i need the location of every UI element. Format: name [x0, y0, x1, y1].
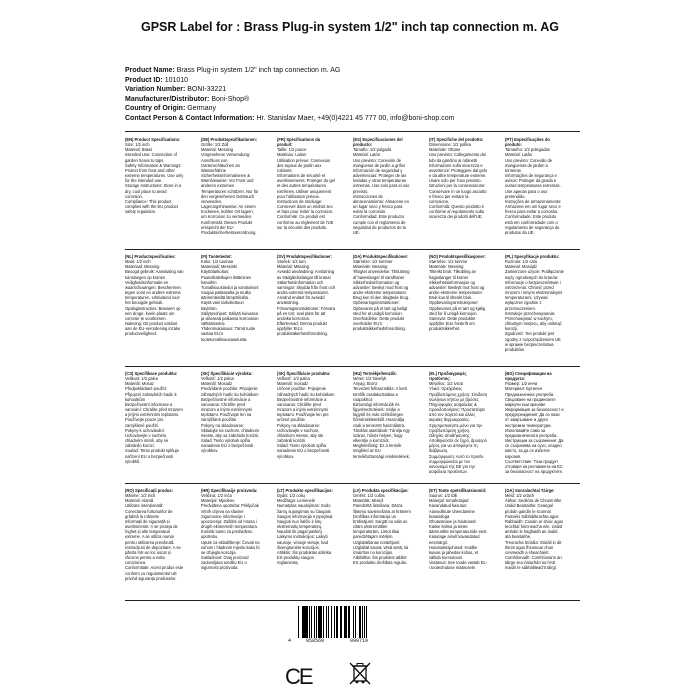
- spec-grid: [125, 133, 580, 600]
- spec-body: Μέγεθος: 1/2 ίντσα Υλικό: Ορείχαλκος Προβλεπόμενη χρήση: Σύνδεση σωλήνων κήπου με βρύσες Πληροφορίες ασφαλείας & προειδοποιήσεις: Προστατέψτε από τον παγετό και άλλες ακραίες θερμοκρασίες. Χρησιμοποιήστε μόνο για την προβλεπόμενη χρήση. Οδηγίες αποθήκευσης: Αποθηκεύστε σε ξηρό, δροσερό μέρος για να αποφύγετε τη διάβρωση. Συμμόρφωση: Αυτό το προϊόν συμμορφώνεται με τον κανονισμό της ΕΕ για την ασφάλεια προϊόντων.: [429, 381, 488, 474]
- spec-heading: (FI) Tuotetiedot:: [201, 254, 232, 259]
- spec-band: [125, 367, 580, 484]
- spec-block: [505, 254, 564, 364]
- product-id-row: Product ID: 101010: [125, 76, 189, 84]
- divider: [125, 600, 580, 601]
- spec-body: Size: 1/2 inch Material: Brass Intended Use: Connection of garden hoses to taps Safety Information & Warnings: Protect from frost and other extreme temperatures. Use only for the intended use. Storage Instructions: Store in a dry, cool place to avoid corrosion. Compliance: This product complies with the EU product safety regulation.: [125, 142, 184, 215]
- spec-body: Storlek: 1/2 tum Material: Mässing Avsedd användning: Anslutning av trädgårdsslangar till kranar Säkerhetsinformation och varningar: Skydda från frost och andra extrema temperaturer. Använd endast för avsedd användning. Förvaringsinstruktioner: Förvara på en torr, sval plats för att undvika korrosion. Efterlevnad: Denna produkt uppfyller EU:s produktsäkerhetsförordning.: [277, 259, 336, 337]
- barcode-bars: [298, 606, 396, 638]
- spec-block: [353, 254, 412, 364]
- spec-block: [277, 371, 336, 481]
- spec-band: [125, 250, 580, 367]
- spec-block: [125, 371, 184, 481]
- ce-mark: CE: [285, 664, 312, 689]
- spec-block: [125, 488, 184, 598]
- spec-heading: (EN) Product Specifications:: [125, 137, 181, 142]
- spec-block: [429, 254, 488, 364]
- spec-body: Veľkosť: 1/2 palca Materiál: Mosadz Predvídané použitie: Pripojenie záhradných hadíc ku kohútikom Bezpečnostné informácie a varovania: Chráňte pred mrazom a inými extrémnymi teplotami. Používajte len na zamýšľané použitie. Pokyny na skladovanie: Skladujte na suchom, chladnom mieste, aby sa zabránilo korózii. Súlad: Tento výrobok spĺňa nariadenie EÚ o bezpečnosti výrobkov.: [201, 376, 260, 454]
- spec-heading: (HU) Termékjellemzők:: [353, 371, 397, 376]
- barcode-bar: [366, 606, 367, 638]
- spec-heading: (CS) Specifikace produktu:: [125, 371, 178, 376]
- spec-block: [125, 137, 184, 247]
- spec-block: [505, 488, 564, 598]
- spec-block: [353, 488, 412, 598]
- spec-body: Méret: 1/2 hüvelyk Anyag: Bronz Tervezett felhasználás: A kerti tömlők csatlakoztatása a csapokhoz Biztonsági információk és figyelmeztetések: Védje a fagytól és más szélsőséges hőmérsékletektől. Használja csak a tervezett használatra. Tárolási utasítások: Tárolja egy száraz, hűvös helyen, hogy elkerülje a korróziót. Megfelelőség: Ez a termék megfelel az EU termékbiztonsági rendeletének.: [353, 376, 410, 459]
- spec-body: Dydis: 1/2 colių Medžiaga: Lemenelė Numatytas naudojimas: Sodo žarnų sujungimas su čiaupais Saugos informacija ir įspėjimai: Saugoti nuo šalčio ir kitų ekstremalių temperatūrų. Naudoti tik pagal paskirtį. Laikymo instrukcijos: Laikyti sausoje, vėsioje vietoje, kad išvengtumėte korozijos. Atitiktis: Šis produktas atitinka ES produktų saugos reglamentą.: [277, 493, 334, 566]
- spec-block: [429, 371, 488, 481]
- country-of-origin-row: Country of Origin: Germany: [125, 105, 217, 113]
- spec-heading: (SK) Špecifikácie výrobku:: [201, 371, 253, 376]
- spec-heading: (ET) Toote spetsifikatsioonid:: [429, 488, 487, 493]
- spec-body: Taille: 1/2 pouce Matériau: Laiton Utilisation prévue: Connexion des tuyaux de jardin aux robinets Informations de sécurité et avertissements: Protéger du gel et des autres températures extrêmes. Utiliser uniquement pour l'utilisation prévue. Instructions de stockage: Conserver dans un endroit sec et frais pour éviter la corrosion. Conformité: Ce produit est conforme au règlement de l'UE sur la sécurité des produits.: [277, 147, 335, 230]
- spec-heading: (PL) Specyfikacje produktu:: [505, 254, 560, 259]
- spec-heading: (EL) Προδιαγραφές προϊόντος:: [429, 371, 467, 382]
- spec-block: [201, 371, 260, 481]
- ean-barcode: [288, 606, 402, 648]
- spec-body: Veľkosť: 1/2 palca Materiál: mosadz Určené použitie: Pripojenie záhradných hadíc ku kohútikom Bezpečnostné informácie a varovania: Chráňte pred mrazom a inými extrémnymi teplotami. Používajte len pre určené použitie. Pokyny na skladovanie: Uchovávajte v suchom, chladnom mieste, aby ste zabránili korózii. Súlad: Tento výrobok spĺňa nariadenie EÚ o bezpečnosti výrobkov.: [277, 376, 335, 459]
- spec-body: Размер: 1/2 инча Материал: Бутилен Предназначена употреба: Свързване на градинските маркучи към кранове Информация за безопасност и предупреждения: Да се пази от замръзване и други екстремни температури. Използвайте само за предназначената употреба. Инструкции за съхранение: Да се съхранява на сухо, хладно място, за да се избегне корозия. Съответствие: Този продукт отговаря на регламента на ЕС за безопасност на продуктите.: [505, 381, 564, 474]
- spec-block: [277, 254, 336, 364]
- contact-row: Contact Person & Contact Information: Hr. Stanislav Maer, +49(0)4221 45 777 00, info@boni-shop.com: [125, 114, 455, 122]
- spec-block: [429, 488, 488, 598]
- spec-body: Suurus: 1/2 tolli Materjal: mmahutajad Kavandatud kasutus: Aiavoolikute ühendamine kraanidega Ohutusteave ja hoiatused: Kaitse külma ja teiste äärmuslike temperatuuride eest. Kasutage ainult kavandatud eesmärgil. Hoiustamisjuhised: Hoidke kuivas ja jahedas kohas, et vältida korrosiooni. Vastavus: See toode vastab EL-i tooteohutuse määrusele.: [429, 493, 488, 571]
- barcode-right-digits: 099719: [350, 638, 369, 644]
- spec-heading: (RO) Specificații produs:: [125, 488, 173, 493]
- spec-band: [125, 133, 580, 250]
- spec-body: Velikost: 1/2 palce Materiál: Mosaz Předpokládané použití: Připojení zahradních hadic k kohoutkům Bezpečnostní informace a varování: Chraňte před mrazem a jinými extrémními teplotami. Používejte pouze pro zamýšlené použití. Pokyny k uchovávání: Uchovávejte v suchém, chladném místě, aby se zabránilo korozi. Soulad: Tento produkt splňuje nařízení EU o bezpečnosti výrobků.: [125, 376, 183, 464]
- spec-heading: (ES) Especificaciones del producto:: [353, 137, 403, 148]
- product-name-row: Product Name: Brass Plug-in system 1/2" inch tap connection m. AG: [125, 67, 341, 74]
- spec-block: [353, 137, 412, 247]
- page-title: GPSR Label for : Brass Plug-in system 1/2" inch tap connection m. AG: [140, 20, 560, 34]
- spec-body: Größe: 1/2 Zoll Material: Messing Vorgesehene Verwendung: Anschluss von Gartenschläuchen an Wasserhähne Sicherheitsinformationen & Warnhinweise: Vor Frost und anderen extremen Temperaturen schützen. Nur für den vorgesehenen Gebrauch verwenden. Lagerungshinweise: An einem trockenen, kühlen Ort lagern, um Korrosion zu vermeiden. Konformität: Dieses Produkt entspricht der EU-Produktsicherheitsverordnung.: [201, 142, 259, 235]
- spec-body: Maat: 1/2 inch Materiaal: Messing Beoogd gebruik: Aansluiting van tuinslangen op kranen Veiligheidsinformatie en waarschuwingen: Beschermen tegen vorst en andere extreme temperaturen. Uitsluitend voor het beoogde gebruik. Opslaginstructies: Bewaren op een droge, koele plaats om corrosie te voorkomen. Naleving: Dit product voldoet aan de EU-verordening inzake productveiligheid.: [125, 259, 184, 337]
- spec-heading: (DA) Produktspecifikationer:: [353, 254, 409, 259]
- crossed-out-bin-icon: [347, 660, 373, 686]
- spec-body: Størrelse: 1/2 tomme Materiale: Messing Tiltenkt bruk: Tilkobling av hageslanger til kraner Sikkerhetsinformasjon og advarsler: Beskytt mot frost og andre ekstreme temperaturer. Bruk kun til tiltenkt bruk. Oppbevaringsinstruksjoner: Oppbevares på et tørt og kjølig sted for å unngå korrosjon. Samsvar: Dette produktet oppfyller EUs forskrift om produktsikkerhet.: [429, 259, 486, 332]
- spec-block: [125, 254, 184, 364]
- spec-block: [505, 137, 564, 247]
- spec-heading: (NO) Produktspesifikasjoner:: [429, 254, 486, 259]
- spec-block: [201, 137, 260, 247]
- spec-heading: (NL) Productspecificaties:: [125, 254, 176, 259]
- manufacturer-row: Manufacturer/Distributor: Boni-Shop®: [125, 95, 250, 103]
- barcode-middle-digits: 058569: [306, 638, 325, 644]
- spec-body: Koko: 1/2 tuumaa Materiaali: Messinki Käyttötarkoitus: Puutarhaletkujen liittäminen hanoihin Turvallisuustiedot ja varoitukset: Suojaa pakkaselta ja muilta äärimmäisiltä lämpötiloilta. Käytä vain tarkoitettuun käyttöön. Säilytysohjeet: Säilytä kuivassa ja viileässä paikassa korroosion välttämiseksi. Yhdenmukaisuus: Tämä tuote vastaa EU:n tuoteturvallisuusasetusta.: [201, 259, 260, 342]
- spec-body: Størrelse: 1/2 tommer Materiale: Messing Tilsigtet anvendelse: Tilslutning af haveslanger til vandhaner Sikkerhedsinformation og advarsler: Beskyt mod frost og andre ekstreme temperaturer. Brug kun til den tilsigtede brug. Opbevaringsinstruktioner: Opbevares på et tørt og køligt sted for at undgå korrosion. Overholdelse: Dette produkt overholder EU's produktsikkerhedsforordning.: [353, 259, 410, 332]
- spec-body: Tamanho: 1/2 polegadas Material: Latão Uso previsto: Conexão de mangueiras de jardim a torneiras Informações de segurança e avisos: Proteger da geada e outras temperaturas extremas. Use apenas para o uso pretendido. Instruções de armazenamento: Armazene em um lugar seco e fresco para evitar a corrosão. Conformidade: Este produto está em conformidade com o regulamento de segurança de produtos da UE.: [505, 147, 562, 235]
- spec-body: Méid: 1/2 orlach Ábhar: Seoltóra de Chruinníthe Úsáid Beartaithe: Ceangal píobán gairdín le sconnaí Faisnéis Sábháilteachta agus Rabhaidh: Cosain ar shioc agus teochtaí foircneacha eile. Úsáid amháin le haghaidh an úsáid atá beartaithe. Treoracha Stórála: Stóráil in áit thirim agus fhionnuar chun creimeadh a sheachaint. Comhlíonadh: Comhlíonann an táirge seo rialachán na hAE maidir le sábháilteacht táirgí.: [505, 493, 564, 571]
- spec-body: Tamaño: 1/2 pulgada Material: Latón Uso previsto: Conexión de mangueras de jardín a grifos Información de seguridad y advertencias: Proteger de las heladas y otras temperaturas extremas. Use solo para el uso previsto. Instrucciones de almacenamiento: Almacene en un lugar seco y fresco para evitar la corrosión. Conformidad: Este producto cumple con el reglamento de seguridad de productos de la UE.: [353, 147, 410, 235]
- spec-block: [201, 254, 260, 364]
- spec-block: [277, 488, 336, 598]
- variation-number-row: Variation Number: BONI-33221: [125, 86, 227, 94]
- spec-heading: (SK) Špecifikácie produktu:: [277, 371, 331, 376]
- spec-block: [201, 488, 260, 598]
- product-info: [125, 66, 595, 124]
- spec-block: [353, 371, 412, 481]
- spec-body: Izmērs: 1/2 collas Materiāls: Misiņš Paredzētā lietošana: Dārza šļūteņu savienošana ar krāniem Drošības informācija un brīdinājumi: Sargāt no sala un citām ekstremālām temperatūrām. Lietot tikai paredzētajam mērķim. Uzglabāšanas norādījumi: Uzglabāt sausā, vēsā vietā, lai izvairītos no korozijas. Atbilstība: Šis produkts atbilst ES produktu drošības regulai.: [353, 493, 411, 566]
- spec-heading: (LT) Produkto specifikacijos:: [277, 488, 333, 493]
- spec-heading: (PT) Especificações do produto:: [505, 137, 550, 148]
- spec-block: [429, 137, 488, 247]
- spec-heading: (SV) Produktspecifikationer:: [277, 254, 333, 259]
- spec-body: Veličina: 1/2 inča Materijal: Mjedeno Predviđena upotreba: Priključak vrtnih crijeva na slavine Sigurnosne informacije i upozorenja: Zaštititi od mraza i drugih ekstremnih temperatura. Koristiti samo za predviđenu upotrebu. Upute za skladištenje: Čuvati na suhom i hladnom mjestu kako bi se izbjegla korozija. Sukladnost: Ovaj proizvod zadovoljava uredbu EU o sigurnosti proizvoda.: [201, 493, 260, 571]
- spec-body: Mărime: 1/2 inch Material: Alamă Utilizare intenționată: Conectarea furtunurilor de grădină la robinete Informații de siguranță și avertismente: A se proteja de îngheț și alte temperaturi extreme. A se utiliza numai pentru utilizarea prevăzută. Instrucțiuni de depozitare: A se păstra într-un loc uscat și răcoros pentru a evita coroziunea. Conformitate: Acest produs este conform cu regulamentul UE privind siguranța produselor.: [125, 493, 184, 581]
- spec-heading: (DE) Produktspezifikationen:: [201, 137, 257, 142]
- spec-block: [505, 371, 564, 481]
- spec-body: Rozmiar: 1/2 cala Materiał: Mosiądz Zamierzone użycie: Podłączanie węży ogrodowych do kranów Informacje o bezpieczeństwie i ostrzeżenia: Chronić przed mrozem i innymi ekstremalnymi temperaturami. Używać wyłącznie zgodnie z przeznaczeniem. Instrukcje przechowywania: Przechowywać w suchym, chłodnym miejscu, aby uniknąć korozji. Zgodność: Ten produkt jest zgodny z rozporządzeniem UE w sprawie bezpieczeństwa produktów.: [505, 259, 564, 352]
- spec-block: [277, 137, 336, 247]
- spec-heading: (LV) Produkta specifikācijas:: [353, 488, 409, 493]
- spec-heading: (BG) Спецификации на продукта:: [505, 371, 552, 382]
- spec-heading: (HR) Specifikacije proizvoda:: [201, 488, 258, 493]
- divider: [125, 131, 580, 132]
- spec-heading: (GA) Sonraíochtaí Táirge:: [505, 488, 555, 493]
- spec-band: [125, 484, 580, 600]
- spec-heading: (FR) Spécifications du produit:: [277, 137, 321, 148]
- spec-heading: (IT) Specifiche del prodotto:: [429, 137, 484, 142]
- barcode-left-digit: 4: [288, 638, 292, 644]
- spec-body: Dimensione: 1/2 pollice Materiale: Ottone Uso previsto: Collegamento dei tubi da giardino ai rubinetti Informazioni sulla sicurezza e avvertenze: Proteggere dal gelo e da altre temperature estreme. Usare solo per l'uso previsto. Istruzioni per la conservazione: Conservare in un luogo asciutto e fresco per evitare la corrosione. Conformità: Questo prodotto è conforme al regolamento sulla sicurezza dei prodotti dell'UE.: [429, 142, 488, 220]
